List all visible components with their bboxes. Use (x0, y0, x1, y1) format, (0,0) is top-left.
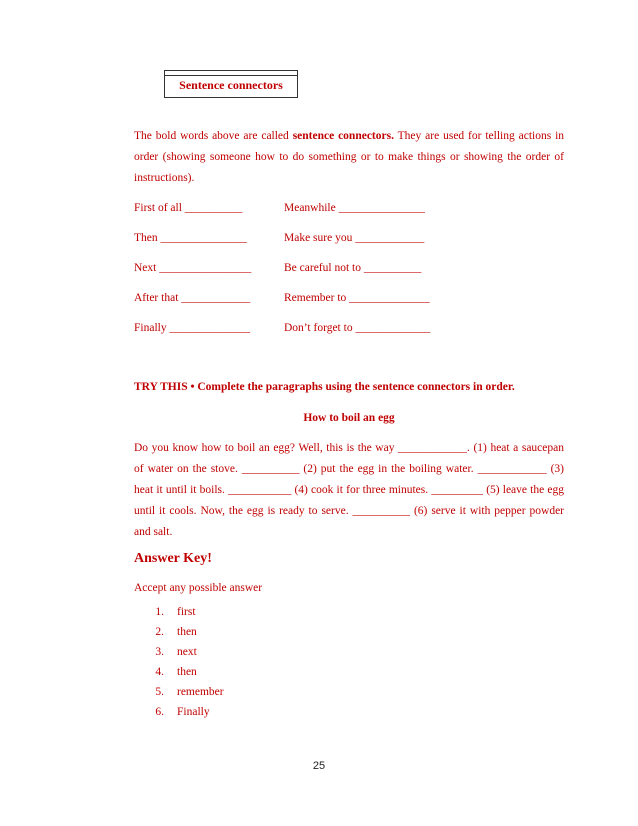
intro-text-bold: sentence connectors. (292, 130, 394, 142)
try-this-instruction: TRY THIS • Complete the paragraphs using the sentence connectors in order. (134, 381, 515, 393)
connector-right: Don’t forget to _____________ (284, 322, 431, 334)
answer-number: 2. (155, 626, 164, 638)
answer-list (134, 602, 224, 722)
connector-row (134, 262, 564, 278)
connector-right: Make sure you ____________ (284, 232, 425, 244)
list-item (134, 622, 224, 642)
connector-right: Be careful not to __________ (284, 262, 422, 274)
connector-row (134, 232, 564, 248)
connector-row (134, 202, 564, 218)
connector-row (134, 292, 564, 308)
connector-left: Next ________________ (134, 262, 252, 274)
answer-text: remember (177, 686, 224, 698)
connector-row (134, 322, 564, 338)
answer-number: 4. (155, 666, 164, 678)
answer-text: then (177, 666, 197, 678)
list-item (134, 602, 224, 622)
section-title-box (164, 70, 298, 98)
intro-text-before: The bold words above are called (134, 130, 293, 142)
answer-number: 6. (155, 706, 164, 718)
answer-key-heading: Answer Key! (134, 551, 212, 566)
accept-note: Accept any possible answer (134, 582, 263, 594)
list-item (134, 682, 224, 702)
list-item (134, 662, 224, 682)
answer-text: next (177, 646, 197, 658)
section-title: Sentence connectors (179, 78, 283, 92)
answer-text: Finally (177, 706, 210, 718)
activity-title: How to boil an egg (303, 412, 395, 424)
answer-text: first (177, 606, 196, 618)
page-number: 25 (312, 760, 326, 772)
connector-left: After that ____________ (134, 292, 251, 304)
intro-text-after: They are used for telling actions in order (showing someone how to do something or to make things or showing the order of instructions). (134, 130, 565, 184)
answer-text: then (177, 626, 197, 638)
list-item (134, 702, 224, 722)
activity-paragraph: Do you know how to boil an egg? Well, this is the way ____________. (1) heat a saucepan of water on the stove. __________ (2) put the egg in the boiling water. ____________ (3) heat it until it boils. ___________ (4) cook it for three minutes. _________ (5) leave the egg until it cools. Now, the egg is ready to serve. __________ (6) serve it with pepper powder and salt. (134, 442, 564, 538)
connector-left: Then _______________ (134, 232, 247, 244)
intro-paragraph (134, 126, 564, 189)
answer-number: 5. (155, 686, 164, 698)
connector-left: Finally ______________ (134, 322, 250, 334)
connector-right: Remember to ______________ (284, 292, 430, 304)
connector-left: First of all __________ (134, 202, 243, 214)
answer-number: 1. (155, 606, 164, 618)
answer-number: 3. (155, 646, 164, 658)
list-item (134, 642, 224, 662)
connector-right: Meanwhile _______________ (284, 202, 425, 214)
